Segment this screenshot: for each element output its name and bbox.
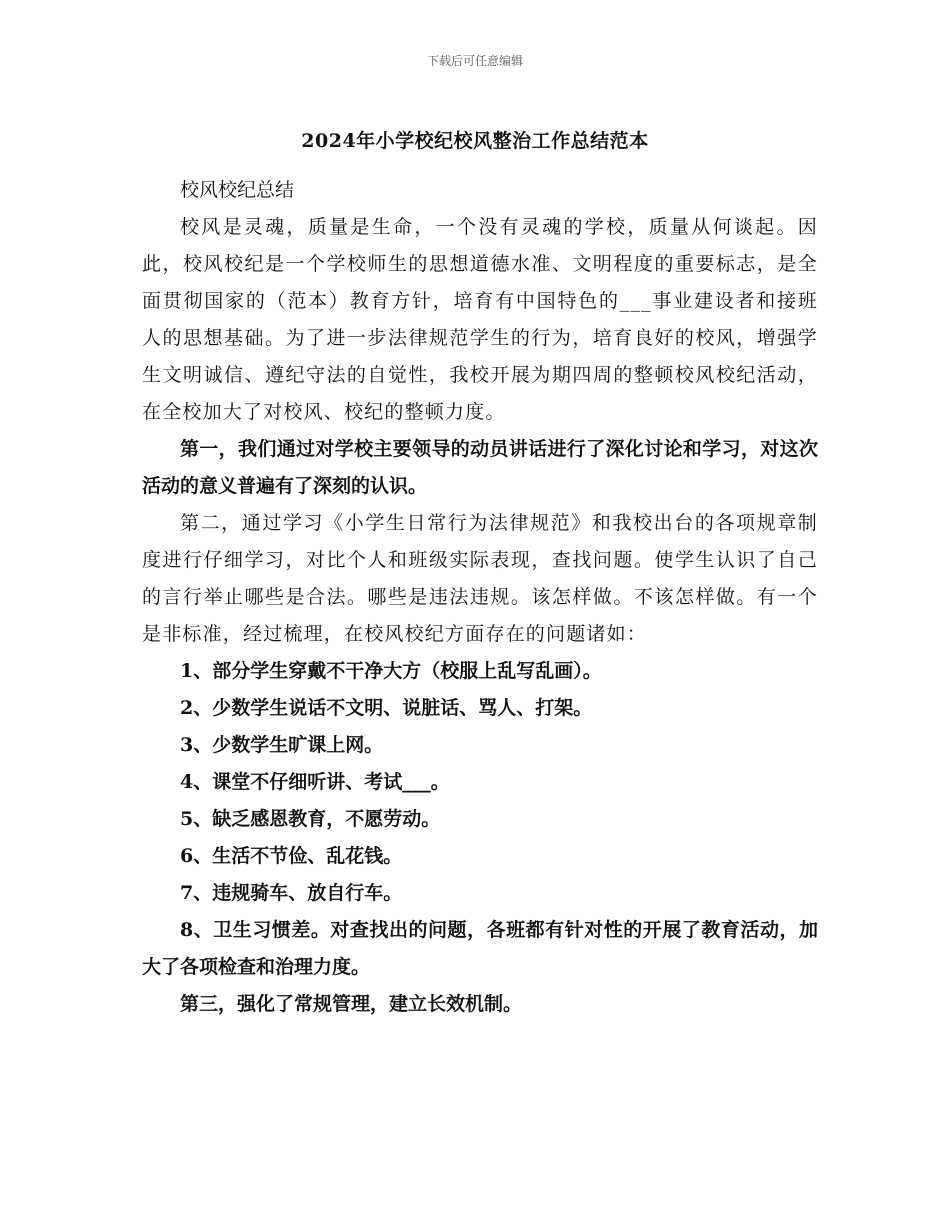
issue-item-7: 7、违规骑车、放自行车。	[180, 882, 403, 904]
intro-paragraph: 校风是灵魂，质量是生命，一个没有灵魂的学校，质量从何谈起。因此，校风校纪是一个学校师生的思想道德水准、文明程度的重要标志，是全面贯彻国家的（范本）教育方针，培育有中国特色的___事业建设者和接班人的思想基础。为了进一步法律规范学生的行为，培育良好的校风，增强学生文明诚信、遵纪守法的自觉性，我校开展为期四周的整顿校风校纪活动，在全校加大了对校风、校纪的整顿力度。	[142, 216, 818, 423]
document-title: 2024年小学校纪校风整治工作总结范本	[301, 130, 649, 152]
second-point-paragraph: 第二，通过学习《小学生日常行为法律规范》和我校出台的各项规章制度进行仔细学习，对比个人和班级实际表现，查找问题。使学生认识了自己的言行举止哪些是合法。哪些是违法违规。该怎样做。不该怎样做。有一个是非标准，经过梳理，在校风校纪方面存在的问题诸如：	[142, 512, 818, 645]
issue-item-1: 1、部分学生穿戴不干净大方（校服上乱写乱画）。	[180, 660, 602, 682]
issue-item-5: 5、缺乏感恩教育，不愿劳动。	[180, 808, 441, 830]
issue-item-6: 6、生活不节俭、乱花钱。	[180, 845, 403, 867]
third-point-paragraph: 第三，强化了常规管理，建立长效机制。	[180, 993, 523, 1015]
document-body	[142, 172, 818, 1023]
issue-item-3: 3、少数学生旷课上网。	[180, 734, 384, 756]
first-point-paragraph: 第一，我们通过对学校主要领导的动员讲话进行了深化讨论和学习，对这次活动的意义普遍有了深刻的认识。	[142, 438, 818, 497]
issue-item-2: 2、少数学生说话不文明、说脏话、骂人、打架。	[180, 697, 593, 719]
issue-item-8: 8、卫生习惯差。对查找出的问题，各班都有针对性的开展了教育活动，加大了各项检查和治理力度。	[142, 919, 818, 978]
page-header-note: 下载后可任意编辑	[426, 54, 523, 68]
issue-item-4: 4、课堂不仔细听讲、考试___。	[180, 771, 450, 793]
section-subtitle: 校风校纪总结	[180, 179, 295, 201]
